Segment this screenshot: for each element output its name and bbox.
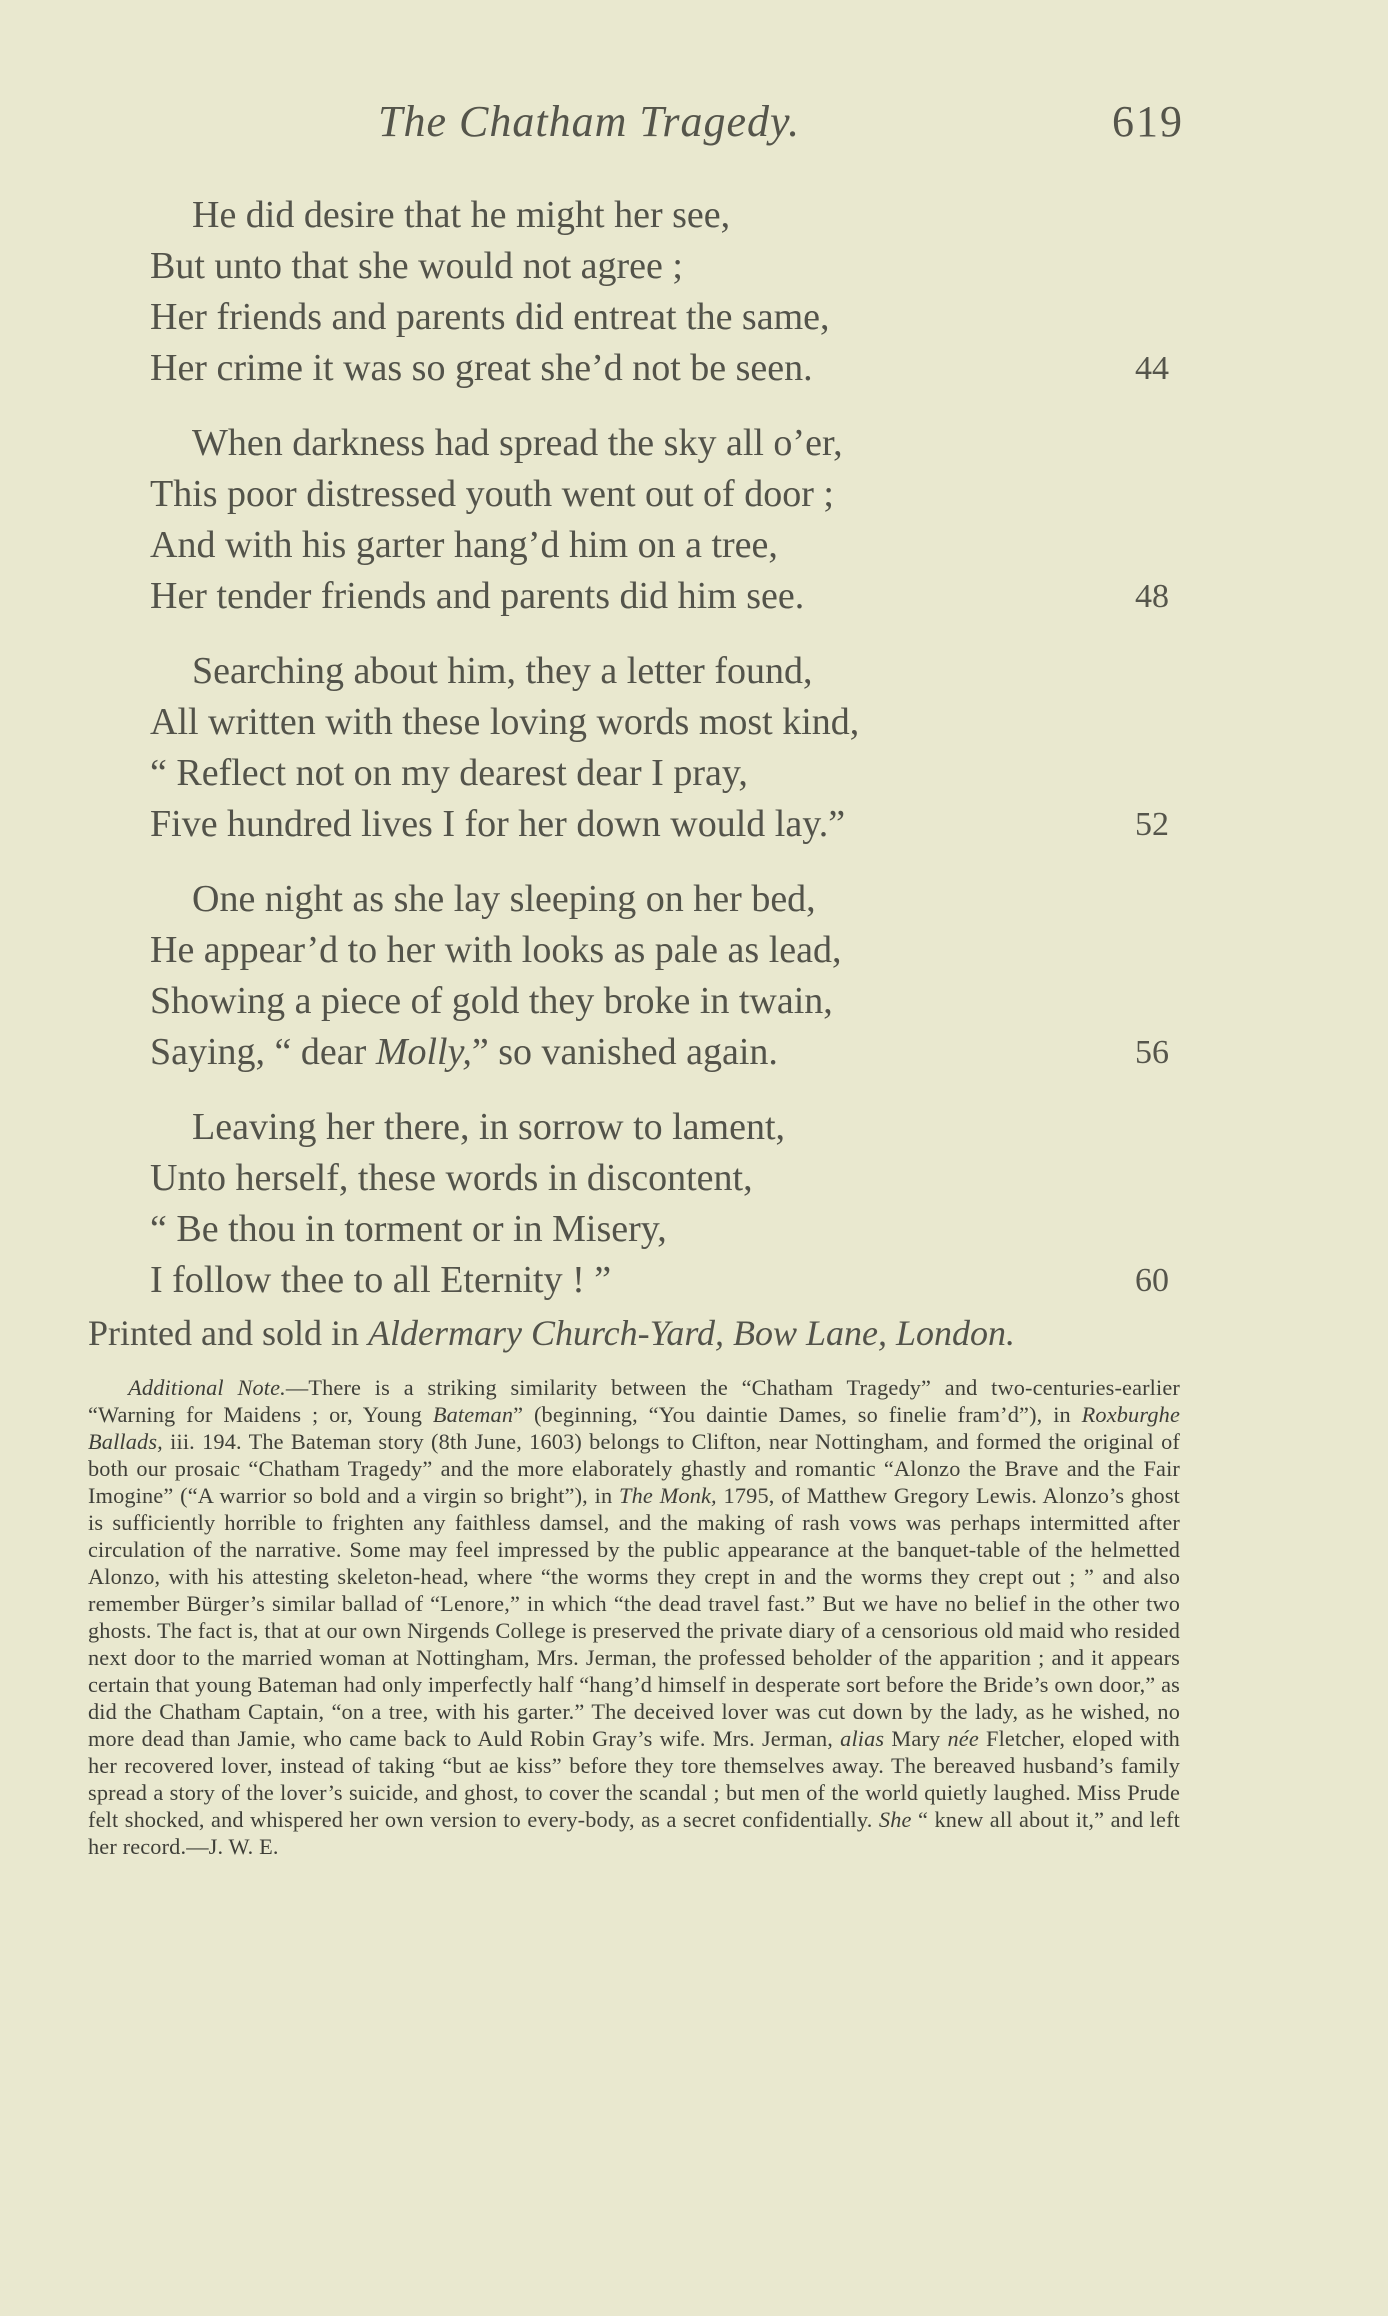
verse-line-text: Her crime it was so great she’d not be seen. [150, 347, 813, 389]
verse-line: This poor distressed youth went out of door ; [150, 473, 834, 515]
note-text: —There is a striking similarity between the “Chatham Tragedy” and two-centuries-earlier “Warning for Maidens ; or, Young [88, 1375, 1180, 1427]
running-title: The Chatham Tragedy. [378, 97, 801, 146]
line-number: 48 [1135, 578, 1169, 615]
page-number: 619 [1112, 97, 1184, 146]
verse-line [150, 571, 1180, 622]
verse-line: Her friends and parents did entreat the same, [150, 296, 830, 338]
verse-line [150, 1027, 1180, 1078]
note-paragraph [88, 1374, 1180, 1860]
verse-line-text: Her tender friends and parents did him see. [150, 575, 805, 617]
note-label: Additional Note. [128, 1375, 286, 1400]
verse-line: But unto that she would not agree ; [150, 245, 683, 287]
verse-line [150, 343, 1180, 394]
note-text: iii. 194. The Bateman story (8th June, 1603) belongs to Clifton, near Nottingham, and formed the original of both our prosaic “Chatham Tragedy” and the more elaborately ghastly and romantic “Alonzo the Brave and the Fair Imogine” (“A warrior so bold and a virgin so bright”), in [88, 1429, 1180, 1508]
additional-note [88, 1374, 1180, 1860]
page-header [0, 96, 1388, 156]
note-text: ” (beginning, “You daintie Dames, so finelie fram’d”), in [513, 1402, 1082, 1427]
note-text: Fletcher, eloped with her recovered lover, instead of taking “but ae kiss” before they tore themselves away. The bereaved husband’s family spread a story of the lover’s suicide, and ghost, to cover the scandal ; but men of the world quietly laughed. Miss Prude felt shocked, and whispered her own version to every-body, as a secret confidentially. [88, 1726, 1180, 1832]
verse-line-text: I follow thee to all Eternity ! ” [150, 1259, 612, 1301]
verse-line: Unto herself, these words in discontent, [150, 1157, 753, 1199]
verse-line: He did desire that he might her see, [192, 194, 731, 236]
verse-line: He appear’d to her with looks as pale as lead, [150, 929, 842, 971]
line-number: 52 [1135, 806, 1169, 843]
stanza [150, 874, 1180, 1078]
verse-line: “ Be thou in torment or in Misery, [150, 1208, 667, 1250]
note-italic: alias [840, 1726, 885, 1751]
verse-line: Leaving her there, in sorrow to lament, [192, 1106, 786, 1148]
stanza [150, 190, 1180, 394]
line-number: 60 [1135, 1262, 1169, 1299]
note-italic: Roxburghe Ballads, [88, 1402, 1180, 1454]
verse-line: Searching about him, they a letter found, [192, 650, 813, 692]
verse-line: When darkness had spread the sky all o’er, [192, 422, 843, 464]
verse-line-text: ” so vanished again. [471, 1031, 778, 1073]
note-italic: The Monk, [619, 1483, 717, 1508]
verse-line: Showing a piece of gold they broke in twain, [150, 980, 833, 1022]
poem [150, 190, 1180, 1330]
verse-line-text: Saying, “ dear [150, 1031, 376, 1073]
note-italic: She [878, 1807, 912, 1832]
verse-line [150, 1255, 1180, 1306]
line-number: 44 [1135, 350, 1169, 387]
stanza [150, 646, 1180, 850]
line-number: 56 [1135, 1034, 1169, 1071]
note-italic: née [947, 1726, 979, 1751]
verse-line: “ Reflect not on my dearest dear I pray, [150, 752, 748, 794]
verse-line: And with his garter hang’d him on a tree, [150, 524, 778, 566]
stanza [150, 418, 1180, 622]
verse-line: All written with these loving words most kind, [150, 701, 860, 743]
verse-name-italic: Molly, [375, 1031, 472, 1073]
note-italic: Bateman [432, 1402, 514, 1427]
verse-line-text: Five hundred lives I for her down would lay.” [150, 803, 846, 845]
stanza [150, 1102, 1180, 1306]
note-text: “ knew all about it,” and left her record.—J. W. E. [88, 1807, 1180, 1859]
note-text: Mary [884, 1726, 948, 1751]
imprint [88, 1312, 1288, 1354]
note-text: 1795, of Matthew Gregory Lewis. Alonzo’s ghost is sufficiently horrible to frighten any faithless damsel, and the making of rash vows was perhaps intermitted after circulation of the narrative. Some may feel impressed by the public appearance at the banquet-table of the helmetted Alonzo, with his attesting skeleton-head, where “the worms they crept in and the worms they crept out ; ” and also remember Bürger’s similar ballad of “Lenore,” in which “the dead travel fast.” But we have no belief in the other two ghosts. The fact is, that at our own Nirgends College is preserved the private diary of a censorious old maid who resided next door to the married woman at Nottingham, Mrs. Jerman, the professed beholder of the apparition ; and it appears certain that young Bateman had only imperfectly half “hang’d himself in desperate sort before the Bride’s own door,” as did the Chatham Captain, “on a tree, with his garter.” The deceived lover was cut down by the lady, as he wished, no more dead than Jamie, who came back to Auld Robin Gray’s wife. Mrs. Jerman, [88, 1483, 1180, 1751]
verse-line: One night as she lay sleeping on her bed, [192, 878, 816, 920]
imprint-prefix: Printed and sold in [88, 1313, 368, 1353]
verse-line [150, 799, 1180, 850]
imprint-place: Aldermary Church-Yard, Bow Lane, London. [367, 1313, 1016, 1353]
